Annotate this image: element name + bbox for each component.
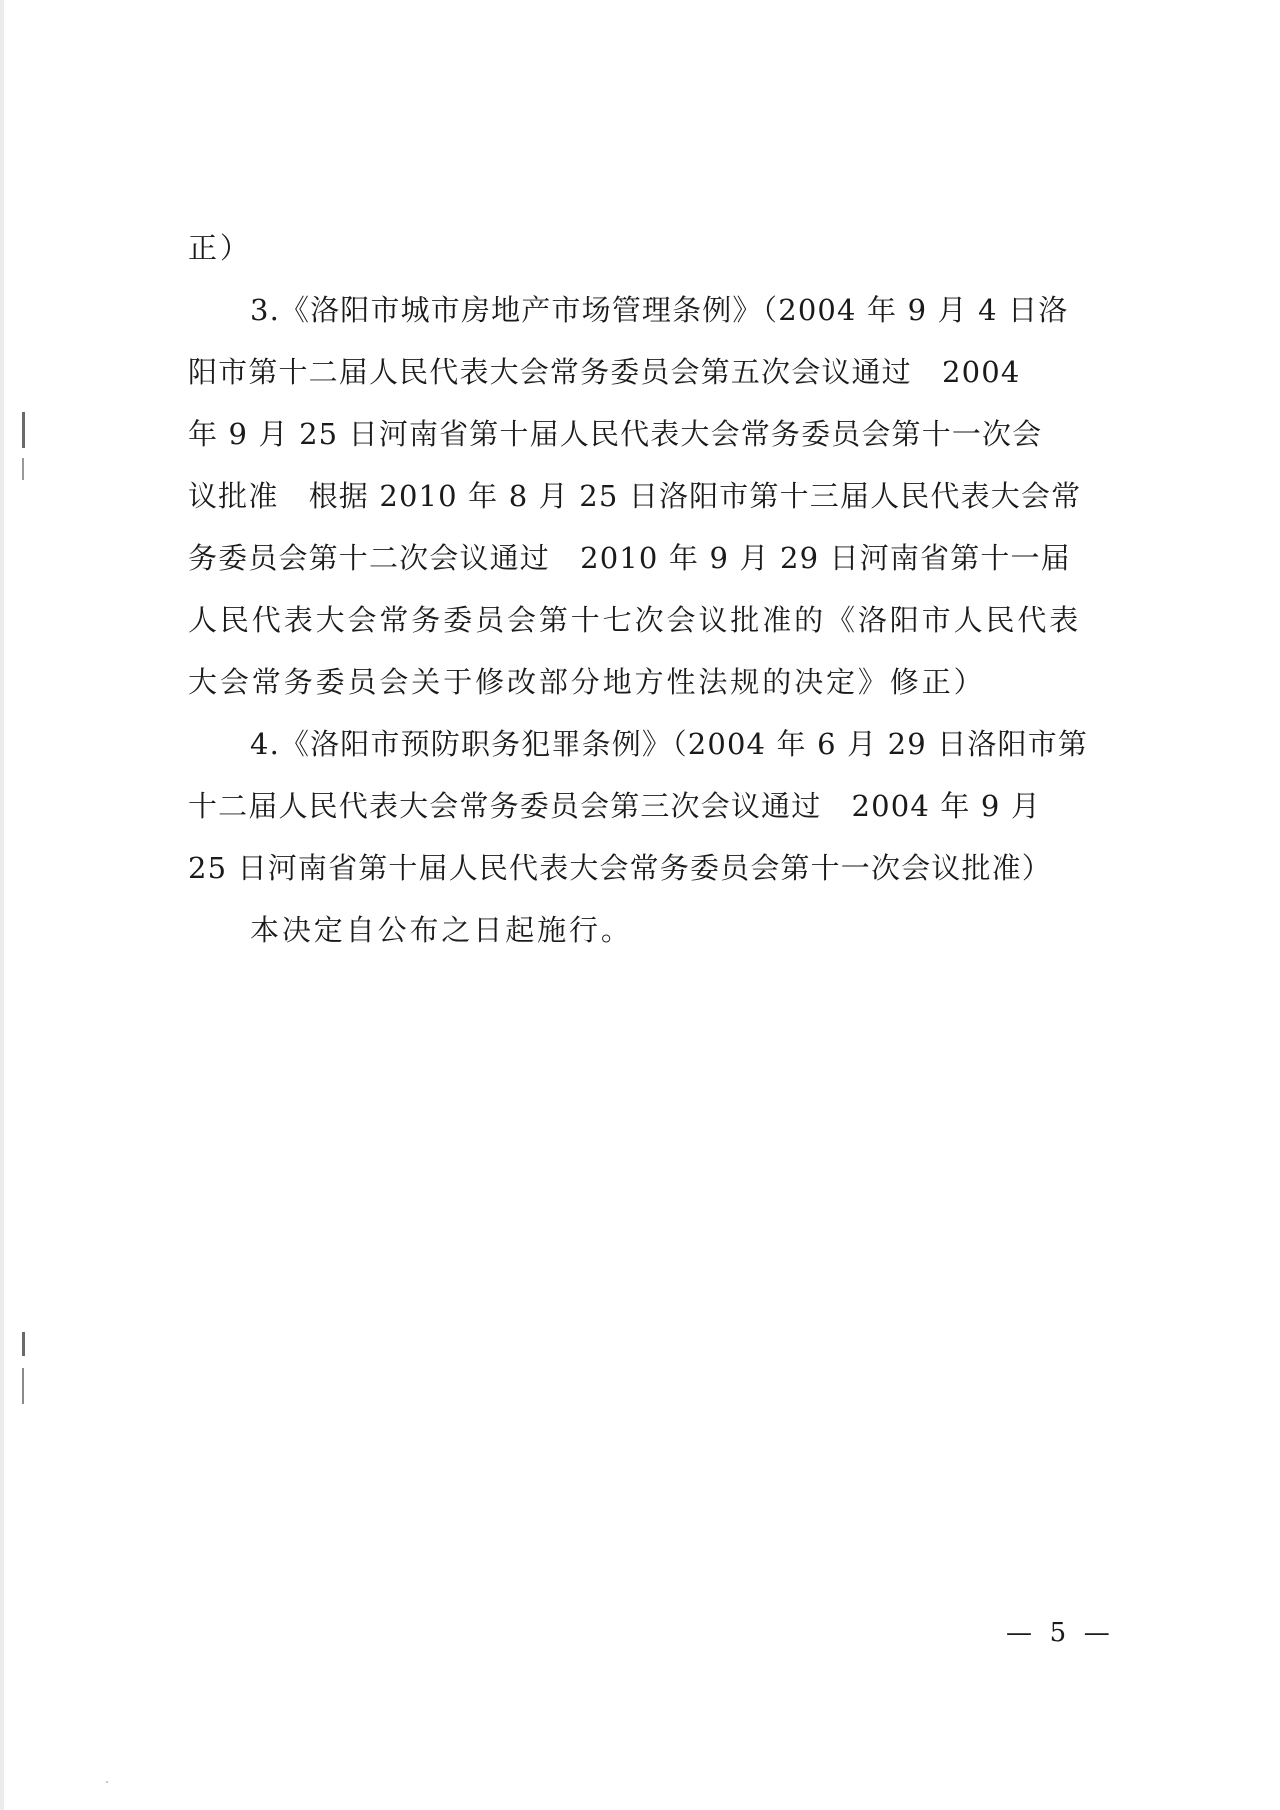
text-line: 年 9 月 25 日河南省第十届人民代表大会常务委员会第十一次会 (188, 417, 1043, 451)
text-line: 人民代表大会常务委员会第十七次会议批准的《洛阳市人民代表 (188, 603, 1082, 637)
scan-speck (106, 1781, 108, 1783)
text-line: 25 日河南省第十届人民代表大会常务委员会第十一次会议批准） (188, 851, 1052, 885)
text-line: 本决定自公布之日起施行。 (250, 913, 633, 947)
text-line: 阳市第十二届人民代表大会常务委员会第五次会议通过 2004 (188, 355, 1021, 389)
binding-mark (22, 412, 25, 448)
text-line: 务委员会第十二次会议通过 2010 年 9 月 29 日河南省第十一届 (188, 541, 1071, 575)
text-line: 大会常务委员会关于修改部分地方性法规的决定》修正） (188, 665, 986, 699)
page-number: — 5 — (1006, 1618, 1115, 1648)
text-line: 3.《洛阳市城市房地产市场管理条例》（2004 年 9 月 4 日洛 (250, 293, 1069, 327)
binding-mark (22, 1332, 25, 1356)
scan-left-edge (0, 0, 4, 1810)
binding-mark (22, 1368, 24, 1404)
body-text (188, 217, 1133, 961)
text-line: 正） (188, 231, 252, 265)
text-line: 议批准 根据 2010 年 8 月 25 日洛阳市第十三届人民代表大会常 (188, 479, 1082, 513)
binding-mark (22, 458, 24, 480)
text-line: 十二届人民代表大会常务委员会第三次会议通过 2004 年 9 月 (188, 789, 1042, 823)
text-line: 4.《洛阳市预防职务犯罪条例》（2004 年 6 月 29 日洛阳市第 (250, 727, 1089, 761)
